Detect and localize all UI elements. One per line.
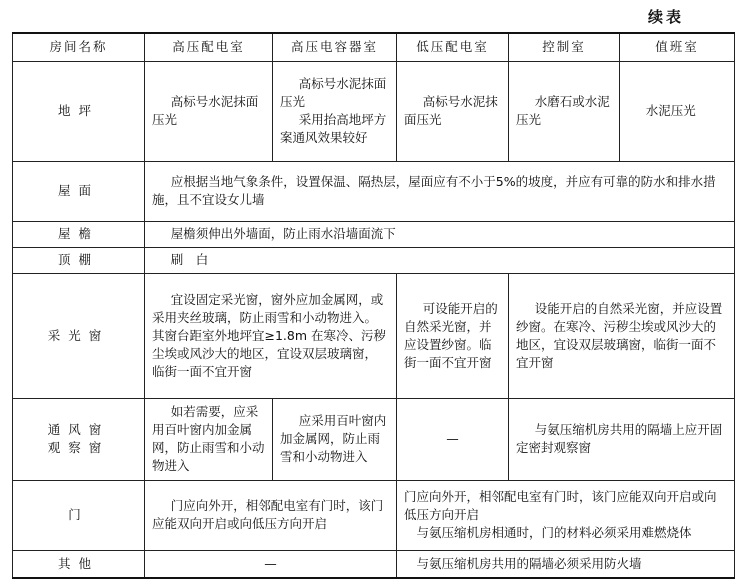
cell-floor-duty: 水泥压光 [620,61,735,161]
cell-floor-capacitor [273,61,397,161]
cell-vent-capacitor: 应采用百叶窗内加金属网，防止雨雪和小动物进入 [273,398,397,480]
row-label-other: 其他 [13,550,145,578]
header-capacitor-room: 高压电容器室 [273,33,397,61]
table-row [13,221,735,247]
cell-vent-lv: — [397,398,509,480]
cell-window-control-duty: 设能开启的自然采光窗，并应设置纱窗。在寒冷、污秽尘埃或风沙大的地区，宜设双层玻璃窗，临街一面不宜开窗 [509,273,735,398]
row-label-door: 门 [13,480,145,550]
row-label-roof: 屋面 [13,161,145,221]
row-label-vent [13,398,145,480]
header-duty-room: 值班室 [620,33,735,61]
row-label-vent-line1: 通风窗 [47,422,110,437]
cell-window-hv-capacitor: 宜设固定采光窗，窗外应加金属网，或采用夹丝玻璃，防止雨雪和小动物进入。其窗台距室外地坪宜≥1.8m 在寒冷、污秽尘埃或风沙大的地区，宜设双层玻璃窗，临街一面不宜开窗 [145,273,397,398]
cell-window-lv: 可设能开启的自然采光窗，并应设置纱窗。临街一面不宜开窗 [397,273,509,398]
cell-door-rest [397,480,735,550]
cell-floor-lv: 高标号水泥抹面压光 [397,61,509,161]
cell-roof: 应根据当地气象条件，设置保温、隔热层，屋面应有不小于5%的坡度，并应有可靠的防水和排水措施，且不宜设女儿墙 [145,161,735,221]
row-label-ceiling: 顶棚 [13,247,145,273]
header-row [13,33,735,61]
cell-floor-capacitor-line1: 高标号水泥抹面压光 [280,76,387,109]
table-caption: 续表 [648,8,685,26]
cell-eaves: 屋檐须伸出外墙面，防止雨水沿墙面流下 [145,221,735,247]
table-row [13,247,735,273]
cell-ceiling: 刷 白 [145,247,735,273]
table-row [13,161,735,221]
cell-other-rest: 与氨压缩机房共用的隔墙必须采用防火墙 [397,550,735,578]
cell-vent-control-duty: 与氨压缩机房共用的隔墙上应开固定密封观察窗 [509,398,735,480]
cell-floor-control: 水磨石或水泥压光 [509,61,620,161]
cell-door-rest-line2: 与氨压缩机房相通时，门的材料必须采用难燃烧体 [416,525,692,540]
row-label-eaves: 屋檐 [13,221,145,247]
header-room-name: 房间名称 [13,33,145,61]
row-label-floor: 地坪 [13,61,145,161]
table-row [13,273,735,398]
cell-door-rest-line1: 门应向外开，相邻配电室有门时，该门应能双向开启或向低压方向开启 [404,489,717,522]
cell-door-hv-capacitor: 门应向外开，相邻配电室有门时，该门应能双向开启或向低压方向开启 [145,480,397,550]
cell-other-hv-capacitor: — [145,550,397,578]
header-hv-room: 高压配电室 [145,33,273,61]
row-label-vent-line2: 观察窗 [47,440,110,455]
table-row [13,480,735,550]
header-lv-room: 低压配电室 [397,33,509,61]
room-spec-table [12,32,735,579]
cell-vent-hv: 如若需要，应采用百叶窗内加金属网，防止雨雪和小动物进入 [145,398,273,480]
cell-floor-hv: 高标号水泥抹面压光 [145,61,273,161]
table-row [13,61,735,161]
row-label-window: 采光窗 [13,273,145,398]
table-row [13,398,735,480]
cell-floor-capacitor-line2: 采用抬高地坪方案通风效果较好 [280,112,387,145]
header-control-room: 控制室 [509,33,620,61]
table-row [13,550,735,578]
